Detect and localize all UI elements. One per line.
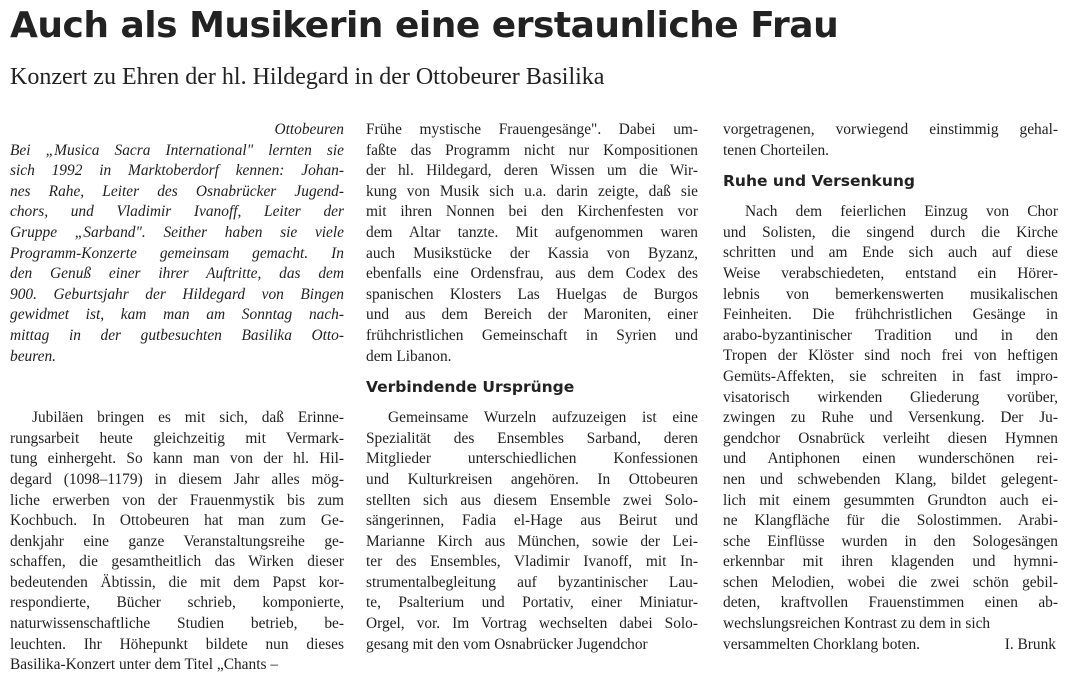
text-line: den Genuß einer ihrer Auftritte, das dem: [10, 265, 344, 283]
text-line: deten, kraftvollen Frauenstimmen einen ab-: [723, 594, 1058, 612]
column-1: [10, 120, 344, 676]
text-line: sche Einflüsse wurden in den Sologesängen: [723, 532, 1058, 550]
text-line: ebenfalls eine Ordensfrau, aus dem Codex des: [366, 265, 698, 283]
text-line: mittag in der gutbesuchten Basilika Otto-: [10, 326, 344, 344]
text-line: lebnis von bemerkenswerten musikalischen: [723, 285, 1058, 303]
text-line: 900. Geburtsjahr der Hildegard von Bingen: [10, 285, 344, 303]
text-line: ne Klangfläche für die Solostimmen. Arabi-: [723, 512, 1058, 530]
text-line: faßte das Programm nicht nur Kompositionen: [366, 141, 698, 159]
text-line: beuren.: [10, 347, 57, 365]
text-line: erkennbar mit ihren klagenden und hymni-: [723, 553, 1058, 571]
subheadline: Konzert zu Ehren der hl. Hildegard in der Ottobeurer Basilika: [10, 64, 605, 90]
text-line: bedeutenden Äbtissin, die mit dem Papst kor-: [10, 573, 344, 591]
text-line: stellten sich aus diesem Ensemble zwei Solo-: [366, 491, 698, 509]
column-3: [723, 120, 1058, 655]
text-line: strumentalbegleitung auf byzantinischer Lau-: [366, 573, 698, 591]
last-text-line: versammelten Chorklang boten.: [723, 635, 921, 653]
text-line: ter des Ensembles, Vladimir Ivanoff, mit In-: [366, 553, 698, 571]
text-line: Basilika-Konzert unter dem Titel „Chants –: [10, 656, 279, 674]
text-line: rungsarbeit heute gleichzeitig mit Vermark-: [10, 429, 344, 447]
text-line: Programm-Konzerte gemeinsam gemacht. In: [10, 244, 344, 262]
spacer: [366, 367, 698, 376]
text-line: schritten und am Ende sich auch auf diese: [723, 244, 1058, 262]
text-line: Orgel, vor. Im Vortrag wechselten dabei Solo-: [366, 615, 698, 633]
text-line: leuchten. Ihr Höhepunkt bildete nun dieses: [10, 635, 344, 653]
text-line: Bei „Musica Sacra International" lernten sie: [10, 141, 344, 159]
text-line: nes Rahe, Leiter des Osnabrücker Jugend-: [10, 182, 344, 200]
text-line: dem Altar tanzte. Mit aufgenommen waren: [366, 223, 698, 241]
text-line: te, Psalterium und Portativ, einer Miniatur-: [366, 594, 698, 612]
author-signature: I. Brunk: [1004, 635, 1056, 653]
text-line: Feinheiten. Die frühchristlichen Gesänge in: [723, 306, 1058, 324]
text-line: wechslungsreichen Kontrast zu dem in sich: [723, 615, 991, 633]
text-line: Tropen der Klöster sind noch frei von heftigen: [723, 347, 1058, 365]
dateline: Ottobeuren: [274, 121, 344, 138]
body-paragraph-4: [723, 120, 1058, 161]
text-line: Nach dem feierlichen Einzug von Chor: [745, 203, 1058, 221]
text-line: Marianne Kirch aus München, sowie der Lei-: [366, 532, 698, 550]
text-line: arabo-byzantinischer Tradition und in den: [723, 326, 1058, 344]
section-heading-2: Ruhe und Versenkung: [723, 172, 916, 191]
text-line: tenen Chorteilen.: [723, 141, 829, 159]
text-line: und Kulturkreisen angehören. In Ottobeuren: [366, 470, 698, 488]
text-line: und Antiphonen einen wunderschönen rei-: [723, 450, 1058, 468]
column-2: [366, 120, 698, 655]
text-line: tung einhergeht. So kann man von der hl. Hil-: [10, 450, 344, 468]
text-line: nen und schwebenden Klang, bildet gelegent-: [723, 470, 1058, 488]
text-line: Frühe mystische Frauengesänge". Dabei um-: [366, 121, 698, 138]
text-line: schen Melodien, wobei die zwei schön gebil-: [723, 573, 1058, 591]
text-line: degard (1098–1179) in diesem Jahr alles mög-: [10, 470, 344, 488]
text-line: sich 1992 in Marktoberdorf kennen: Johan-: [10, 162, 344, 180]
text-line: Jubiläen bringen es mit sich, daß Erinne-: [32, 409, 344, 427]
spacer: [366, 398, 698, 408]
text-line: gesang mit den vom Osnabrücker Jugendchor: [366, 635, 648, 653]
text-line: visatorisch wirkenden Gliederung vorüber,: [723, 388, 1058, 406]
text-line: Gruppe „Sarband". Seither haben sie viele: [10, 223, 344, 241]
text-line: vorgetragenen, vorwiegend einstimmig gehal-: [723, 121, 1058, 138]
text-line: chors, und Vladimir Ivanoff, Leiter der: [10, 203, 344, 221]
text-line: respondierte, Bücher schrieb, komponierte,: [10, 594, 344, 612]
text-line: Weise verabschiedeten, entstand ein Hörer-: [723, 264, 1058, 282]
text-line: lich mit einem gesummten Grundton auch ei-: [723, 491, 1058, 509]
text-line: der hl. Hildegard, deren Wissen um die Wir-: [366, 162, 698, 180]
body-paragraph-2: [366, 120, 698, 367]
closing-line: [723, 635, 1058, 656]
text-line: Spezialität des Ensembles Sarband, deren: [366, 429, 698, 447]
headline: Auch als Musikerin eine erstaunliche Frau: [10, 5, 839, 46]
section-heading-1: Verbindende Ursprünge: [366, 378, 575, 397]
body-paragraph-5: [723, 202, 1058, 634]
text-line: denkjahr eine ganze Veranstaltungsreihe ge-: [10, 532, 344, 550]
text-line: sängerinnen, Fadia el-Hage aus Beirut und: [366, 512, 698, 530]
text-line: mit ihren Nonnen bei den Kirchenfesten vor: [366, 203, 698, 221]
text-line: naturwissenschaftliche Studien betrieb, be-: [10, 615, 344, 633]
spacer: [10, 367, 344, 408]
text-line: frühchristlichen Gemeinschaft in Syrien und: [366, 326, 698, 344]
text-line: und aus dem Bereich der Maroniten, einer: [366, 306, 698, 324]
text-line: Gemüts-Affekten, sie schreiten in fast impro-: [723, 367, 1058, 385]
spacer: [723, 192, 1058, 202]
text-line: kung von Musik sich u.a. darin zeigte, daß sie: [366, 182, 698, 200]
text-line: gendchor Osnabrück verleiht diesen Hymnen: [723, 429, 1058, 447]
body-paragraph-3: [366, 408, 698, 655]
text-line: dem Libanon.: [366, 347, 452, 365]
body-paragraph-1: [10, 408, 344, 676]
text-line: spanischen Klosters Las Huelgas de Burgos: [366, 285, 698, 303]
text-line: zwingen zu Ruhe und Versenkung. Der Ju-: [723, 409, 1058, 427]
spacer: [723, 161, 1058, 170]
text-line: Gemeinsame Wurzeln aufzuzeigen ist eine: [388, 409, 698, 427]
intro-paragraph: [10, 141, 344, 368]
text-line: Mitglieder unterschiedlichen Konfessionen: [366, 450, 698, 468]
text-line: gewidmet ist, kam man am Sonntag nach-: [10, 306, 344, 324]
text-line: Kochbuch. In Ottobeuren hat man zum Ge-: [10, 512, 344, 530]
text-line: und Solisten, die singend durch die Kirche: [723, 223, 1058, 241]
text-line: auch Musikstücke der Kassia von Byzanz,: [366, 244, 698, 262]
text-line: schaffen, die gesamtheitlich das Wirken dieser: [10, 553, 344, 571]
text-line: liche erwerben von der Frauenmystik bis zum: [10, 491, 344, 509]
